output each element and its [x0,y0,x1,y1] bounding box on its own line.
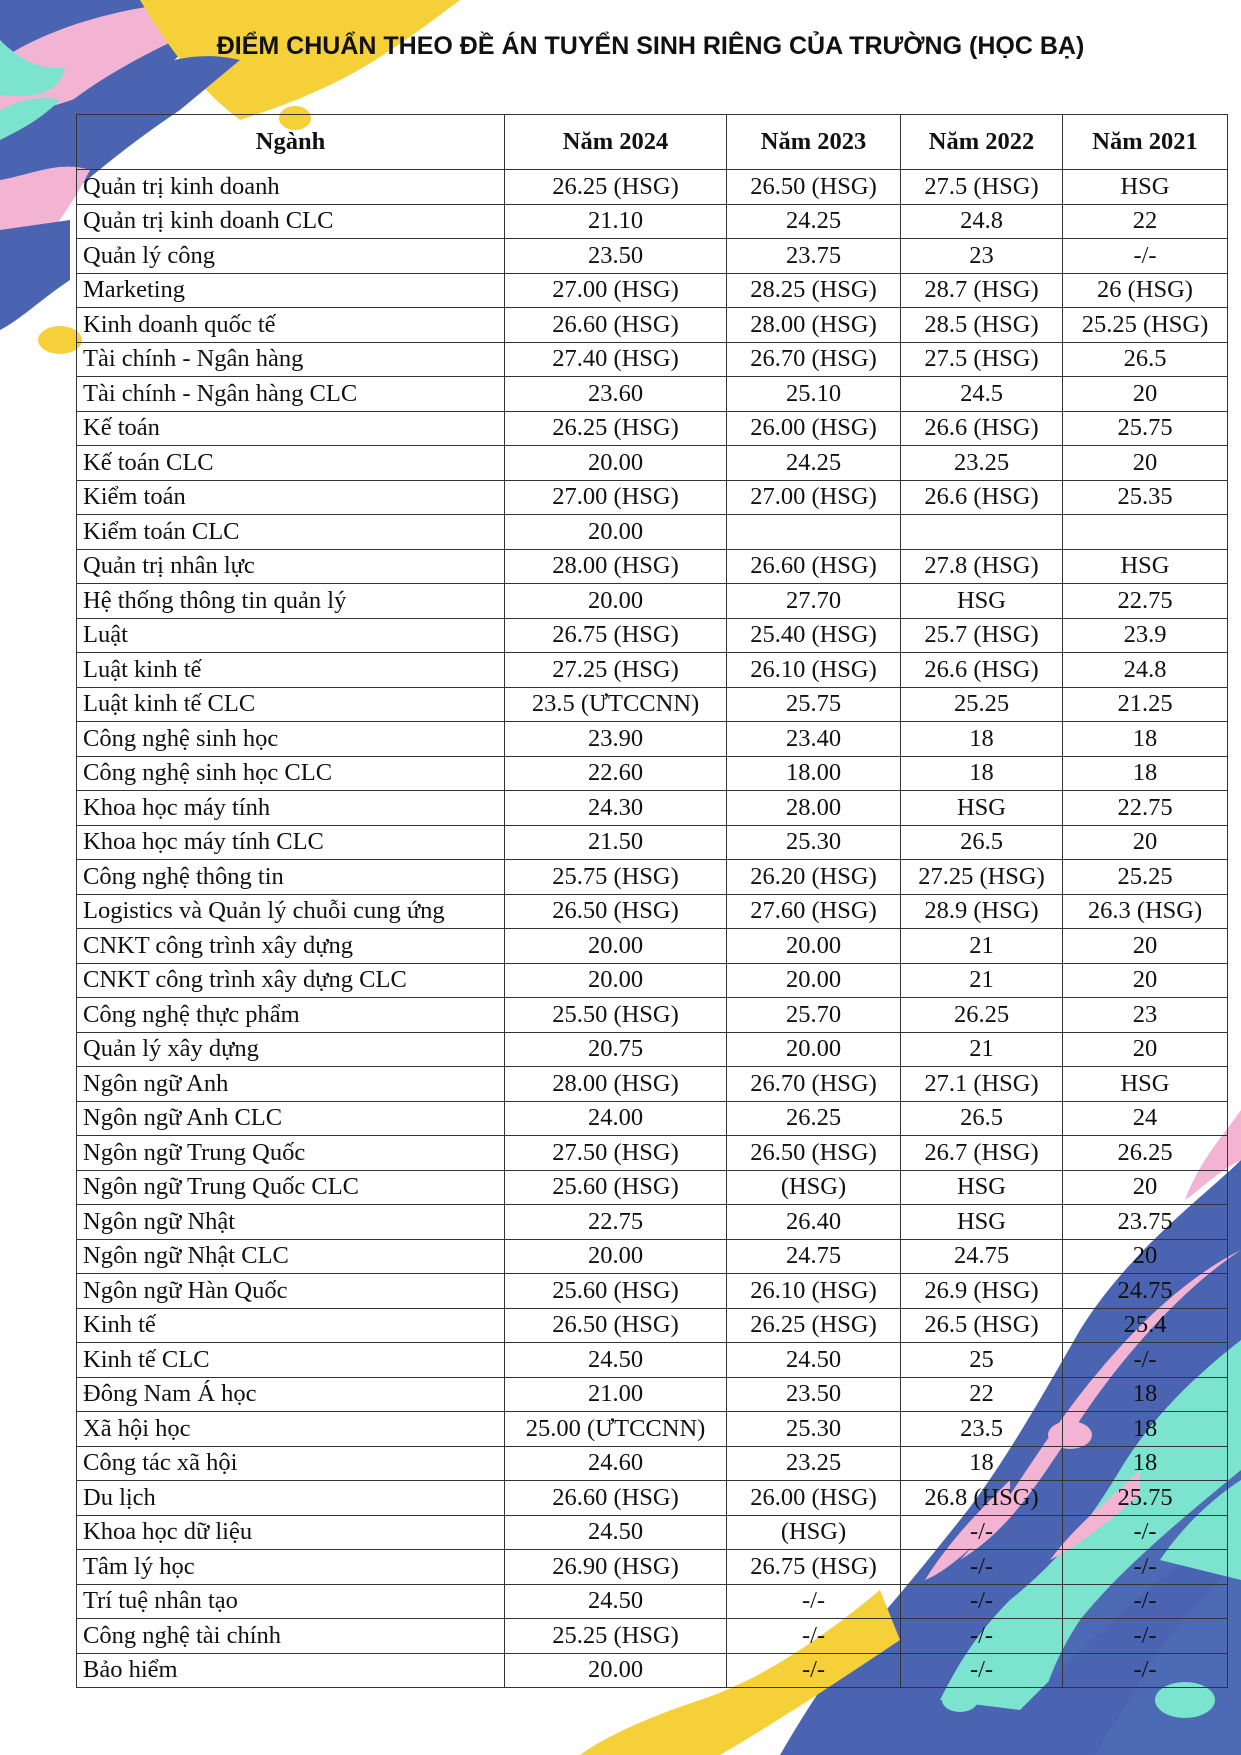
score-2022: 26.6 (HSG) [901,653,1063,688]
score-2021: 23.9 [1063,618,1228,653]
major-name: Công nghệ sinh học [77,722,505,757]
score-2022: 26.25 [901,998,1063,1033]
score-2021: 20 [1063,377,1228,412]
table-row [77,1101,1228,1136]
score-2022: 27.25 (HSG) [901,860,1063,895]
score-2022: 18 [901,722,1063,757]
score-2023: 25.70 [727,998,901,1033]
score-2021: 25.25 (HSG) [1063,308,1228,343]
major-name: Kinh doanh quốc tế [77,308,505,343]
score-2024: 25.50 (HSG) [505,998,727,1033]
score-2024: 26.25 (HSG) [505,170,727,205]
score-2022: 27.5 (HSG) [901,342,1063,377]
table-row [77,929,1228,964]
table-row [77,239,1228,274]
score-2024: 25.00 (ƯTCCNN) [505,1412,727,1447]
score-2022: 23.5 [901,1412,1063,1447]
major-name: Luật kinh tế [77,653,505,688]
major-name: Công nghệ tài chính [77,1619,505,1654]
score-2022: 23.25 [901,446,1063,481]
score-2022 [901,515,1063,550]
score-2021: 26 (HSG) [1063,273,1228,308]
score-2022: 24.5 [901,377,1063,412]
score-2021: 20 [1063,1239,1228,1274]
score-2021: -/- [1063,1619,1228,1654]
score-2021: HSG [1063,1067,1228,1102]
score-2024: 25.25 (HSG) [505,1619,727,1654]
score-2021: 18 [1063,1412,1228,1447]
score-2023: 26.60 (HSG) [727,549,901,584]
table-row [77,1481,1228,1516]
score-2021: 26.3 (HSG) [1063,894,1228,929]
major-name: Ngôn ngữ Anh [77,1067,505,1102]
major-name: Luật kinh tế CLC [77,687,505,722]
score-2022: -/- [901,1515,1063,1550]
score-2021: 23 [1063,998,1228,1033]
score-2023: 23.75 [727,239,901,274]
score-2021: 20 [1063,1032,1228,1067]
table-row [77,653,1228,688]
table-row [77,1343,1228,1378]
score-2022: 25.25 [901,687,1063,722]
score-2024: 22.60 [505,756,727,791]
score-2021: 26.25 [1063,1136,1228,1171]
score-2021: 18 [1063,722,1228,757]
score-2023: 23.25 [727,1446,901,1481]
table-row [77,1205,1228,1240]
score-2023: 27.70 [727,584,901,619]
score-2021: 20 [1063,929,1228,964]
major-name: Ngôn ngữ Anh CLC [77,1101,505,1136]
score-2021: 25.75 [1063,1481,1228,1516]
score-2024: 24.60 [505,1446,727,1481]
score-2023: -/- [727,1584,901,1619]
major-name: Kế toán [77,411,505,446]
score-2022: 21 [901,929,1063,964]
score-2022: 28.5 (HSG) [901,308,1063,343]
table-row [77,618,1228,653]
major-name: Công nghệ sinh học CLC [77,756,505,791]
score-2024: 23.90 [505,722,727,757]
score-2024: 28.00 (HSG) [505,1067,727,1102]
score-2023: 20.00 [727,963,901,998]
score-2023: 27.60 (HSG) [727,894,901,929]
table-row [77,377,1228,412]
score-2021: 25.4 [1063,1308,1228,1343]
table-row [77,1308,1228,1343]
major-name: Ngôn ngữ Trung Quốc CLC [77,1170,505,1205]
teal-dot [942,1688,978,1712]
score-2022: 25 [901,1343,1063,1378]
score-2021 [1063,515,1228,550]
score-2023: 20.00 [727,1032,901,1067]
score-2024: 24.50 [505,1515,727,1550]
score-2023: 24.25 [727,204,901,239]
header-major: Ngành [77,115,505,170]
score-2021: -/- [1063,1343,1228,1378]
header-year-2022: Năm 2022 [901,115,1063,170]
score-2021: 25.75 [1063,411,1228,446]
score-2023: 26.00 (HSG) [727,411,901,446]
score-2024: 26.60 (HSG) [505,308,727,343]
table-row [77,1032,1228,1067]
table-row [77,411,1228,446]
score-2024: 25.60 (HSG) [505,1170,727,1205]
table-row [77,515,1228,550]
score-2021: 23.75 [1063,1205,1228,1240]
major-name: Quản lý công [77,239,505,274]
score-2024: 20.00 [505,1653,727,1688]
major-name: Quản trị kinh doanh [77,170,505,205]
score-2024: 20.00 [505,963,727,998]
score-2023: 24.75 [727,1239,901,1274]
table-row [77,1136,1228,1171]
score-2024: 26.50 (HSG) [505,894,727,929]
score-2022: 24.8 [901,204,1063,239]
major-name: Trí tuệ nhân tạo [77,1584,505,1619]
score-2022: 26.7 (HSG) [901,1136,1063,1171]
score-2024: 26.50 (HSG) [505,1308,727,1343]
table-row [77,687,1228,722]
score-2024: 27.25 (HSG) [505,653,727,688]
score-2024: 24.50 [505,1584,727,1619]
score-2024: 23.50 [505,239,727,274]
score-2021: 18 [1063,756,1228,791]
score-2021: 26.5 [1063,342,1228,377]
score-2021: 22.75 [1063,791,1228,826]
score-2022: 23 [901,239,1063,274]
major-name: Công nghệ thực phẩm [77,998,505,1033]
score-2024: 28.00 (HSG) [505,549,727,584]
score-2023: 26.40 [727,1205,901,1240]
score-2021: 18 [1063,1446,1228,1481]
table-row [77,1412,1228,1447]
table-row [77,584,1228,619]
score-2023: 26.25 (HSG) [727,1308,901,1343]
score-2022: 26.8 (HSG) [901,1481,1063,1516]
table-row [77,170,1228,205]
score-2022: HSG [901,1205,1063,1240]
table-row [77,1067,1228,1102]
score-2021: 24.8 [1063,653,1228,688]
header-year-2023: Năm 2023 [727,115,901,170]
major-name: Luật [77,618,505,653]
major-name: Ngôn ngữ Hàn Quốc [77,1274,505,1309]
table-row [77,1619,1228,1654]
score-2022: 21 [901,1032,1063,1067]
table-row [77,480,1228,515]
score-2022: -/- [901,1653,1063,1688]
table-row [77,963,1228,998]
score-2022: -/- [901,1550,1063,1585]
major-name: Ngôn ngữ Nhật CLC [77,1239,505,1274]
score-2021: 25.25 [1063,860,1228,895]
score-2024: 21.00 [505,1377,727,1412]
major-name: Công tác xã hội [77,1446,505,1481]
score-2021: 20 [1063,825,1228,860]
score-2023: (HSG) [727,1515,901,1550]
major-name: CNKT công trình xây dựng CLC [77,963,505,998]
score-2022: -/- [901,1619,1063,1654]
score-2023: 25.40 (HSG) [727,618,901,653]
major-name: CNKT công trình xây dựng [77,929,505,964]
score-2021: 24.75 [1063,1274,1228,1309]
table-row [77,1274,1228,1309]
score-2021: -/- [1063,1653,1228,1688]
score-2022: 26.5 [901,1101,1063,1136]
score-2023: 24.25 [727,446,901,481]
score-2022: 28.7 (HSG) [901,273,1063,308]
score-2024: 27.00 (HSG) [505,273,727,308]
score-2023: 27.00 (HSG) [727,480,901,515]
score-2022: 27.1 (HSG) [901,1067,1063,1102]
score-2024: 20.75 [505,1032,727,1067]
score-2023: 24.50 [727,1343,901,1378]
major-name: Hệ thống thông tin quản lý [77,584,505,619]
score-2024: 26.25 (HSG) [505,411,727,446]
major-name: Tài chính - Ngân hàng [77,342,505,377]
table-header-row [77,115,1228,170]
score-2021: 22 [1063,204,1228,239]
major-name: Quản lý xây dựng [77,1032,505,1067]
score-2021: 22.75 [1063,584,1228,619]
score-2021: 25.35 [1063,480,1228,515]
score-2022: 25.7 (HSG) [901,618,1063,653]
score-2024: 20.00 [505,1239,727,1274]
major-name: Kiểm toán CLC [77,515,505,550]
score-2023: 20.00 [727,929,901,964]
score-2023: 26.70 (HSG) [727,342,901,377]
score-2024: 21.10 [505,204,727,239]
table-row [77,722,1228,757]
score-2022: 28.9 (HSG) [901,894,1063,929]
admission-scores-table [76,114,1228,1688]
score-2023: 23.50 [727,1377,901,1412]
table-row [77,1170,1228,1205]
major-name: Quản trị nhân lực [77,549,505,584]
score-2022: 27.5 (HSG) [901,170,1063,205]
major-name: Ngôn ngữ Nhật [77,1205,505,1240]
score-2022: 18 [901,1446,1063,1481]
score-2024: 20.00 [505,446,727,481]
table-row [77,1239,1228,1274]
score-2024: 24.50 [505,1343,727,1378]
table-row [77,308,1228,343]
table-row [77,549,1228,584]
score-2021: 21.25 [1063,687,1228,722]
major-name: Du lịch [77,1481,505,1516]
score-2023: 26.00 (HSG) [727,1481,901,1516]
score-2024: 25.75 (HSG) [505,860,727,895]
score-2024: 24.30 [505,791,727,826]
table-row [77,1653,1228,1688]
score-2021: 20 [1063,963,1228,998]
major-name: Logistics và Quản lý chuỗi cung ứng [77,894,505,929]
score-2024: 23.5 (ƯTCCNN) [505,687,727,722]
score-2024: 27.00 (HSG) [505,480,727,515]
table-row [77,1377,1228,1412]
table-row [77,860,1228,895]
table-row [77,204,1228,239]
score-2023: 26.25 [727,1101,901,1136]
major-name: Marketing [77,273,505,308]
score-2021: HSG [1063,170,1228,205]
major-name: Đông Nam Á học [77,1377,505,1412]
score-2024: 20.00 [505,584,727,619]
major-name: Khoa học máy tính [77,791,505,826]
score-2023: 23.40 [727,722,901,757]
table-body [77,170,1228,1688]
score-2023 [727,515,901,550]
score-2021: 24 [1063,1101,1228,1136]
score-2021: -/- [1063,239,1228,274]
score-2024: 21.50 [505,825,727,860]
score-2022: 24.75 [901,1239,1063,1274]
score-2023: 26.70 (HSG) [727,1067,901,1102]
table-row [77,1584,1228,1619]
major-name: Ngôn ngữ Trung Quốc [77,1136,505,1171]
major-name: Kế toán CLC [77,446,505,481]
table-row [77,273,1228,308]
score-2023: 26.10 (HSG) [727,1274,901,1309]
table-row [77,825,1228,860]
score-2021: 20 [1063,446,1228,481]
score-2023: (HSG) [727,1170,901,1205]
score-2024: 27.50 (HSG) [505,1136,727,1171]
score-2023: 25.75 [727,687,901,722]
score-2022: 22 [901,1377,1063,1412]
major-name: Kinh tế CLC [77,1343,505,1378]
score-2024: 20.00 [505,515,727,550]
score-2023: 26.75 (HSG) [727,1550,901,1585]
major-name: Bảo hiểm [77,1653,505,1688]
table-row [77,894,1228,929]
table-row [77,998,1228,1033]
table-row [77,1515,1228,1550]
score-2023: -/- [727,1619,901,1654]
score-2023: 26.50 (HSG) [727,170,901,205]
major-name: Kiểm toán [77,480,505,515]
table-row [77,791,1228,826]
table-row [77,446,1228,481]
score-2022: HSG [901,584,1063,619]
score-2022: HSG [901,791,1063,826]
page-title: ĐIỂM CHUẨN THEO ĐỀ ÁN TUYỂN SINH RIÊNG CỦA TRƯỜNG (HỌC BẠ) [216,32,1085,60]
major-name: Kinh tế [77,1308,505,1343]
score-2021: HSG [1063,549,1228,584]
major-name: Công nghệ thông tin [77,860,505,895]
table-row [77,342,1228,377]
score-2022: 26.6 (HSG) [901,480,1063,515]
major-name: Xã hội học [77,1412,505,1447]
score-2023: 26.10 (HSG) [727,653,901,688]
header-year-2024: Năm 2024 [505,115,727,170]
major-name: Quản trị kinh doanh CLC [77,204,505,239]
score-2024: 25.60 (HSG) [505,1274,727,1309]
table-row [77,1550,1228,1585]
score-2021: -/- [1063,1515,1228,1550]
score-2022: 21 [901,963,1063,998]
score-2021: -/- [1063,1550,1228,1585]
score-2024: 20.00 [505,929,727,964]
score-2023: 18.00 [727,756,901,791]
score-2024: 22.75 [505,1205,727,1240]
score-2023: 25.30 [727,825,901,860]
score-2024: 26.90 (HSG) [505,1550,727,1585]
major-name: Khoa học máy tính CLC [77,825,505,860]
score-2023: 25.30 [727,1412,901,1447]
score-2023: 28.25 (HSG) [727,273,901,308]
table-row [77,756,1228,791]
header-year-2021: Năm 2021 [1063,115,1228,170]
score-2024: 23.60 [505,377,727,412]
score-2023: 28.00 (HSG) [727,308,901,343]
major-name: Tài chính - Ngân hàng CLC [77,377,505,412]
major-name: Tâm lý học [77,1550,505,1585]
score-2022: 26.9 (HSG) [901,1274,1063,1309]
score-2022: 18 [901,756,1063,791]
blue-brush-shape [0,220,70,330]
score-2022: 26.6 (HSG) [901,411,1063,446]
score-2021: 20 [1063,1170,1228,1205]
score-2022: HSG [901,1170,1063,1205]
score-2021: -/- [1063,1584,1228,1619]
score-2021: 18 [1063,1377,1228,1412]
score-2022: 26.5 (HSG) [901,1308,1063,1343]
score-2024: 26.75 (HSG) [505,618,727,653]
major-name: Khoa học dữ liệu [77,1515,505,1550]
score-2023: 26.50 (HSG) [727,1136,901,1171]
score-2022: 26.5 [901,825,1063,860]
score-2022: 27.8 (HSG) [901,549,1063,584]
score-2023: 28.00 [727,791,901,826]
score-2024: 26.60 (HSG) [505,1481,727,1516]
score-2023: -/- [727,1653,901,1688]
score-2024: 24.00 [505,1101,727,1136]
score-2023: 26.20 (HSG) [727,860,901,895]
score-2022: -/- [901,1584,1063,1619]
table-row [77,1446,1228,1481]
score-2024: 27.40 (HSG) [505,342,727,377]
score-2023: 25.10 [727,377,901,412]
